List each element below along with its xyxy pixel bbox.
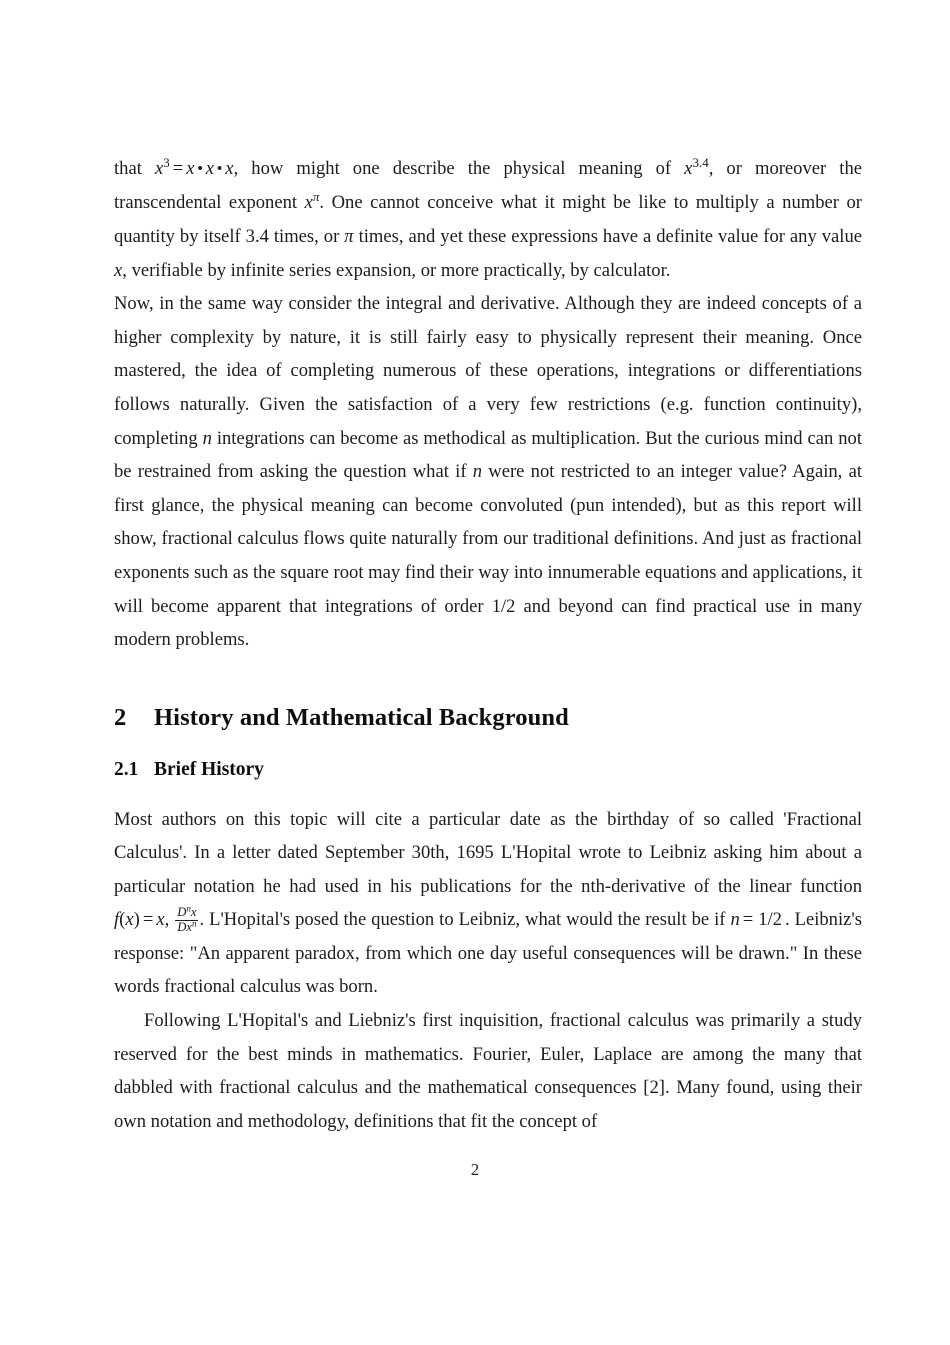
math-paren-open: ( xyxy=(119,909,126,931)
numerator-D: D xyxy=(177,905,187,920)
math-x-base-34: x xyxy=(684,158,693,179)
math-variable-x: x xyxy=(114,259,123,281)
section-number: 2 xyxy=(114,703,127,731)
math-function-arg-x: x xyxy=(125,909,134,931)
math-equals: = xyxy=(172,158,184,179)
math-factor-1: x xyxy=(186,158,195,179)
numerator-x: x xyxy=(190,905,197,920)
math-variable-n-1: n xyxy=(202,427,212,449)
math-x-exponent-3: 3 xyxy=(163,155,170,171)
denominator-D: D xyxy=(177,919,187,934)
math-factor-2: x xyxy=(205,158,215,179)
text-run: Most authors on this topic will cite a particular date as the birthday of so called 'Fractional Calculus'. In a letter dated September 30th, 1695 L'Hopital wrote to Leibniz asking him about a particular notation he had used in his publications for the nth-derivative of the linear function xyxy=(114,808,862,897)
math-equals-fn: = xyxy=(142,909,154,931)
math-function-f: f xyxy=(114,909,120,931)
subsection-number: 2.1 xyxy=(114,759,139,781)
denominator-exponent-n: n xyxy=(191,918,197,929)
math-variable-n-half: n xyxy=(730,909,740,931)
spacer-after-section xyxy=(114,732,862,758)
text-run: . One cannot conceive what it might be like to multiply a number or quantity by itself 3.4 times, or xyxy=(114,192,862,247)
math-dot-1: • xyxy=(197,160,203,177)
spacer-after-subsection xyxy=(114,782,862,803)
text-run: . L'Hopital's posed the question to Leibniz, what would the result be if xyxy=(199,909,731,931)
text-run: , or moreover the transcendental exponent xyxy=(114,158,863,214)
math-factor-3: x xyxy=(225,158,234,179)
numerator-exponent-n: n xyxy=(186,903,191,914)
section-title: History and Mathematical Background xyxy=(154,703,569,731)
text-run: . Leibniz's response: "An apparent paradox, from which one day useful consequences will be drawn." In these words fractional calculus was born. xyxy=(114,909,862,998)
text-run: Following L'Hopital's and Liebniz's first inquisition, fractional calculus was primarily a study reserved for the best minds in mathematics. Fourier, Euler, Laplace are among the many that dabbled with fractional calculus and the mathematical consequences [2]. Many found, using their own notation and methodology, definitions that fit the concept of xyxy=(114,1010,862,1132)
math-x-exponent-pi: π xyxy=(312,189,320,205)
math-pi-symbol: π xyxy=(344,226,354,247)
math-fraction-nth-derivative xyxy=(175,903,198,934)
math-x-base-pi: x xyxy=(304,192,313,214)
page-content xyxy=(114,152,862,1138)
paragraph-integral-derivative xyxy=(114,287,862,657)
subsection-title: Brief History xyxy=(154,759,264,781)
spacer-before-section xyxy=(114,657,862,703)
math-function-value-x: x xyxy=(156,909,165,931)
section-heading-2 xyxy=(114,703,862,732)
text-run: were not restricted to an integer value? Again, at first glance, the physical meaning can become convoluted (pun intended), but as this report will show, fractional calculus flows quite naturally from our traditional definitions. And just as fractional exponents such as the square root may find their way into innumerable equations and applications, it will become apparent that integrations of order 1/2 and beyond can find practical use in many modern problems. xyxy=(114,461,862,651)
fraction-denominator xyxy=(175,920,198,934)
math-equals-one-half: = 1/2 xyxy=(742,909,782,931)
text-run: that xyxy=(114,158,155,179)
paragraph-exponent-intuition xyxy=(114,152,862,287)
text-run: , how might one describe the physical meaning of xyxy=(233,158,685,179)
math-paren-close: ) xyxy=(133,909,140,931)
math-x-base: x xyxy=(154,158,164,179)
paragraph-brief-history xyxy=(114,803,862,1005)
text-run: integrations can become as methodical as multiplication. But the curious mind can not be restrained from asking the question what if xyxy=(114,427,862,483)
text-run: , verifiable by infinite series expansion, or more practically, by calculator. xyxy=(122,259,671,281)
math-dot-2: • xyxy=(217,160,223,177)
page-number: 2 xyxy=(470,1160,480,1179)
paragraph-following-lhopital xyxy=(114,1004,862,1138)
denominator-x: x xyxy=(186,919,192,934)
math-x-exponent-34: 3.4 xyxy=(692,155,709,171)
math-variable-n-2: n xyxy=(472,461,483,483)
text-run: times, and yet these expressions have a definite value for any value xyxy=(353,226,863,247)
math-comma: , xyxy=(164,909,175,931)
subsection-heading-2-1 xyxy=(114,758,862,781)
text-run: Now, in the same way consider the integral and derivative. Although they are indeed concepts of a higher complexity by nature, it is still fairly easy to physically represent their meaning. Once mastered, the idea of completing numerous of these operations, integrations or differentiations follows naturally. Given the satisfaction of a very few restrictions (e.g. function continuity), completing xyxy=(114,293,862,449)
